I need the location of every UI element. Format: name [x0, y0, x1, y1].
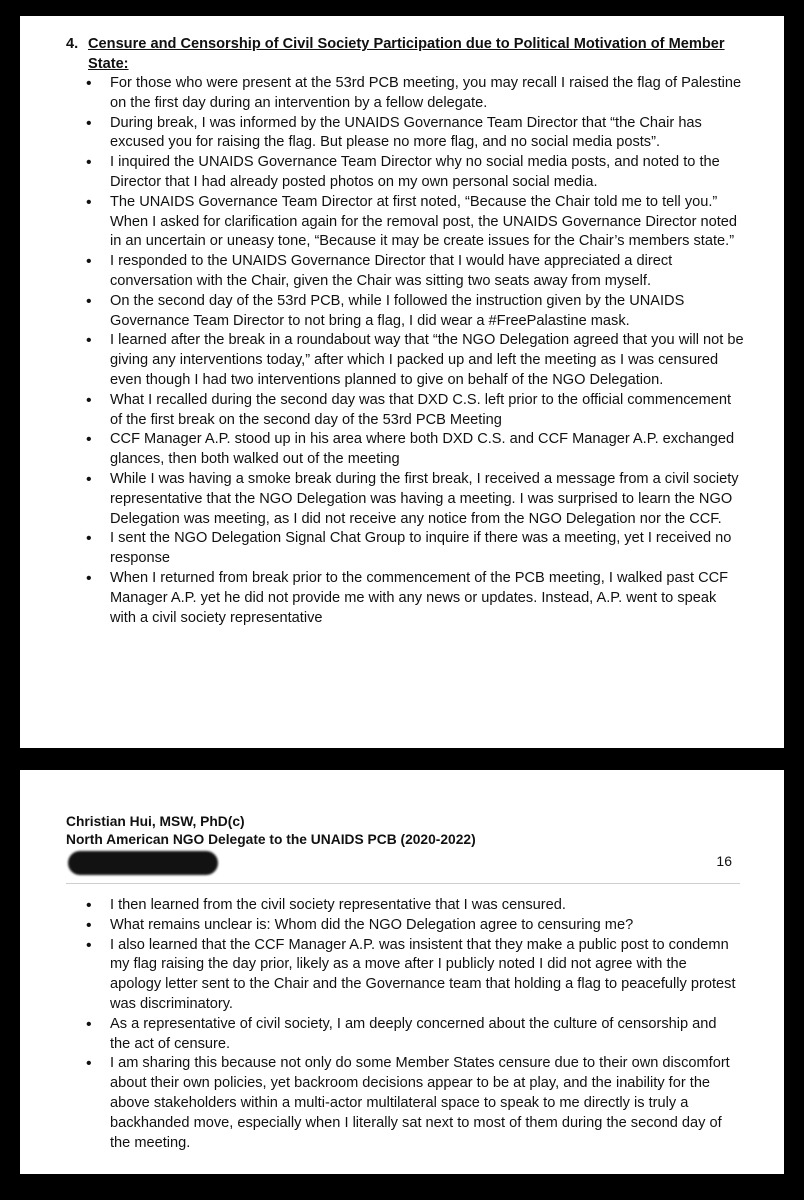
list-item: • As a representative of civil society, I am deeply concerned about the culture of censorship and the act of censure.	[66, 1015, 740, 1055]
list-item: • While I was having a smoke break during the first break, I received a message from a civil society representative that the NGO Delegation was having a meeting. I was surprised to learn the NGO Delegation was meeting, as I did not receive any notice from the NGO Delegation nor the CCF.	[66, 470, 744, 529]
list-item: • What remains unclear is: Whom did the NGO Delegation agree to censuring me?	[66, 916, 740, 936]
bullet-list	[66, 896, 740, 1153]
page-number: 16	[716, 853, 732, 869]
page-header-row	[66, 849, 740, 883]
redaction-mark	[68, 851, 218, 875]
list-item: • I inquired the UNAIDS Governance Team Director why no social media posts, and noted to the Director that I had already posted photos on my own personal social media.	[66, 153, 744, 193]
bullet-list	[66, 74, 744, 628]
list-item: • I learned after the break in a roundabout way that “the NGO Delegation agreed that you will not be giving any interventions today,” after which I packed up and left the meeting as I was censured even though I had two interventions planned to give on behalf of the NGO Delegation.	[66, 331, 744, 390]
list-item: • I then learned from the civil society representative that I was censured.	[66, 896, 740, 916]
list-item: • When I returned from break prior to the commencement of the PCB meeting, I walked past CCF Manager A.P. yet he did not provide me with any news or updates. Instead, A.P. went to speak with a civil society representative	[66, 569, 744, 628]
list-item: • CCF Manager A.P. stood up in his area where both DXD C.S. and CCF Manager A.P. exchanged glances, then both walked out of the meeting	[66, 430, 744, 470]
section-heading	[66, 34, 744, 74]
list-item: • I sent the NGO Delegation Signal Chat Group to inquire if there was a meeting, yet I received no response	[66, 529, 744, 569]
list-item: • During break, I was informed by the UNAIDS Governance Team Director that “the Chair has excused you for raising the flag. But please no more flag, and no social media posts”.	[66, 114, 744, 154]
section-title: Censure and Censorship of Civil Society Participation due to Political Motivation of Member State:	[88, 36, 725, 72]
list-item: • I responded to the UNAIDS Governance Director that I would have appreciated a direct conversation with the Chair, given the Chair was sitting two seats away from myself.	[66, 252, 744, 292]
list-item: • The UNAIDS Governance Team Director at first noted, “Because the Chair told me to tell you.” When I asked for clarification again for the removal post, the UNAIDS Governance Director noted in an uncertain or uneasy tone, “Because it may be create issues for the Chair’s members state.”	[66, 193, 744, 252]
list-item: • For those who were present at the 53rd PCB meeting, you may recall I raised the flag of Palestine on the first day during an intervention by a fellow delegate.	[66, 74, 744, 114]
list-item: • I am sharing this because not only do some Member States censure due to their own discomfort about their own policies, yet backroom decisions appear to be at play, and the inability for the above stakeholders within a multi-actor multilateral space to speak to me directly is truly a backhanded move, especially when I literally sat next to most of them during the second day of the meeting.	[66, 1054, 740, 1153]
document-page-2	[20, 770, 784, 1174]
header-divider	[66, 883, 740, 884]
list-item: • On the second day of the 53rd PCB, while I followed the instruction given by the UNAIDS Governance Team Director to not bring a flag, I did wear a #FreePalastine mask.	[66, 292, 744, 332]
author-name: Christian Hui, MSW, PhD(c)	[66, 814, 245, 829]
section-number: 4.	[66, 36, 79, 52]
document-page-1	[20, 16, 784, 748]
author-role: North American NGO Delegate to the UNAIDS PCB (2020-2022)	[66, 832, 476, 847]
list-item: • What I recalled during the second day was that DXD C.S. left prior to the official commencement of the first break on the second day of the 53rd PCB Meeting	[66, 391, 744, 431]
list-item: • I also learned that the CCF Manager A.P. was insistent that they make a public post to condemn my flag raising the day prior, likely as a move after I publicly noted I did not agree with the apology letter sent to the Chair and the Governance team that holding a flag to peacefully protest was discriminatory.	[66, 936, 740, 1015]
